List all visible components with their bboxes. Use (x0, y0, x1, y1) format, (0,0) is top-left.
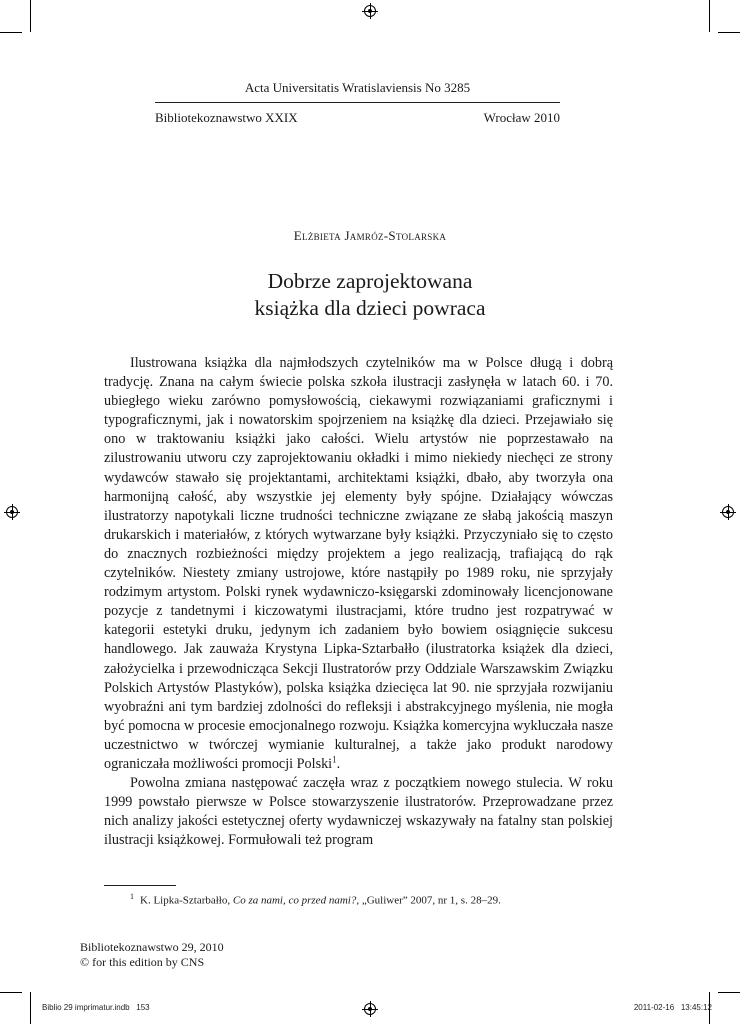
registration-mark-icon (364, 5, 376, 17)
title-line: Dobrze zaprojektowana (267, 269, 473, 293)
registration-mark-icon (6, 506, 18, 518)
edition-note (80, 940, 224, 970)
crop-mark (718, 992, 740, 993)
registration-mark-icon (364, 1003, 376, 1015)
running-header (155, 110, 560, 126)
crop-mark (30, 992, 31, 1024)
crop-mark (0, 32, 22, 33)
print-slug-timestamp: 2011-02-16 13:45:12 (633, 1003, 712, 1012)
header-rule (155, 102, 560, 103)
footnote-reference[interactable]: 1 (332, 754, 337, 765)
article-body (104, 354, 613, 850)
crop-mark (718, 32, 740, 33)
footnote: $^1$ K. Lipka-Sztarbałło, Co za nami, co przed nami?, „Guliwer” 2007, nr 1, s. 28–29. (130, 892, 501, 907)
copyright-line: © for this edition by CNS (80, 955, 205, 969)
journal-title: Acta Universitatis Wratislaviensis No 3285 (244, 80, 471, 95)
footnote-number: 1 (130, 892, 134, 901)
place-year: Wrocław 2010 (483, 110, 560, 125)
article-title (100, 268, 640, 322)
paragraph: Powolna zmiana następować zaczęła wraz z początkiem nowego stulecia. W roku 1999 powstało pierwsze w Polsce stowarzyszenie ilustratorów. Przeprowadzane przez nich analizy jakości estetycznej oferty wydawniczej wskazywały na fatalny stan polskiej ilustracji książkowej. Formułowali też program (104, 775, 613, 849)
series-name: Bibliotekoznawstwo XXIX (155, 110, 298, 125)
registration-mark-icon (722, 506, 734, 518)
title-line: książka dla dzieci powraca (254, 296, 486, 320)
author-name: Elżbieta Jamróz-Stolarska (293, 228, 447, 243)
footnote-work-title: Co za nami, co przed nami? (232, 894, 357, 907)
crop-mark (30, 0, 31, 32)
crop-mark (709, 0, 710, 32)
edition-line: Bibliotekoznawstwo 29, 2010 (80, 940, 224, 954)
paragraph: Ilustrowana książka dla najmłodszych czytelników ma w Polsce długą i dobrą tradycję. Znana na całym świecie polska szkoła ilustracji zasłynęła w latach 60. i 70. ubiegłego wieku zarówno pomysłowością, ciekawymi rozwiązaniami graficznymi i typograficznymi, jak i nowatorskim spojrzeniem na książkę dla dzieci. Przejawiało się ono w traktowaniu książki jako całości. Wielu artystów nie poprzestawało na zilustrowaniu utworu czy zaprojektowaniu okładki i mimo niekiedy niechęci ze strony wydawców stawało się projektantami, architektami książki, dbało, aby tworzyła ona harmonijną całość, aby wszystkie jej elementy były spójne. Działający wówczas ilustratorzy napotykali liczne trudności techniczne związane ze słabą jakością maszyn drukarskich i materiałów, z których wytwarzane były książki. Przyczyniało się to często do znacznych rozbieżności między projektem a jego realizacją, trafiającą do rąk czytelników. Niestety zmiany ustrojowe, które nastąpiły po 1989 roku, nie sprzyjały rodzimym artystom. Polski rynek wydawniczo-księgarski zdominowały licencjonowane pozycje z tandetnymi i kiczowatymi ilustracjami, które trudno jest rozpatrywać w kategorii estetyki druku, jedynym ich zadaniem było bowiem osiągnięcie sukcesu handlowego. Jak zauważa Krystyna Lipka-Sztarbałło (ilustratorka książek dla dzieci, założycielka i przewodnicząca Sekcji Ilustratorów przy Oddziale Warszawskim Związku Polskich Artystów Plastyków), polska książka dziecięca lat 90. nie sprzyjała rozwijaniu wyobraźni ani tym bardziej zdolności do refleksji i abstrakcyjnego myślenia, nie mogła być pomocna w procesie emocjonalnego rozwoju. Książka komercyjna wykluczała nasze uczestnictwo w twórczej wymianie kulturalnej, a także jako produkt narodowy ograniczała możliwości promocji Polski$^1$. (104, 355, 613, 772)
footnote-rule (104, 885, 176, 886)
crop-mark (0, 992, 22, 993)
print-slug-file: Biblio 29 imprimatur.indb 153 (42, 1003, 150, 1012)
